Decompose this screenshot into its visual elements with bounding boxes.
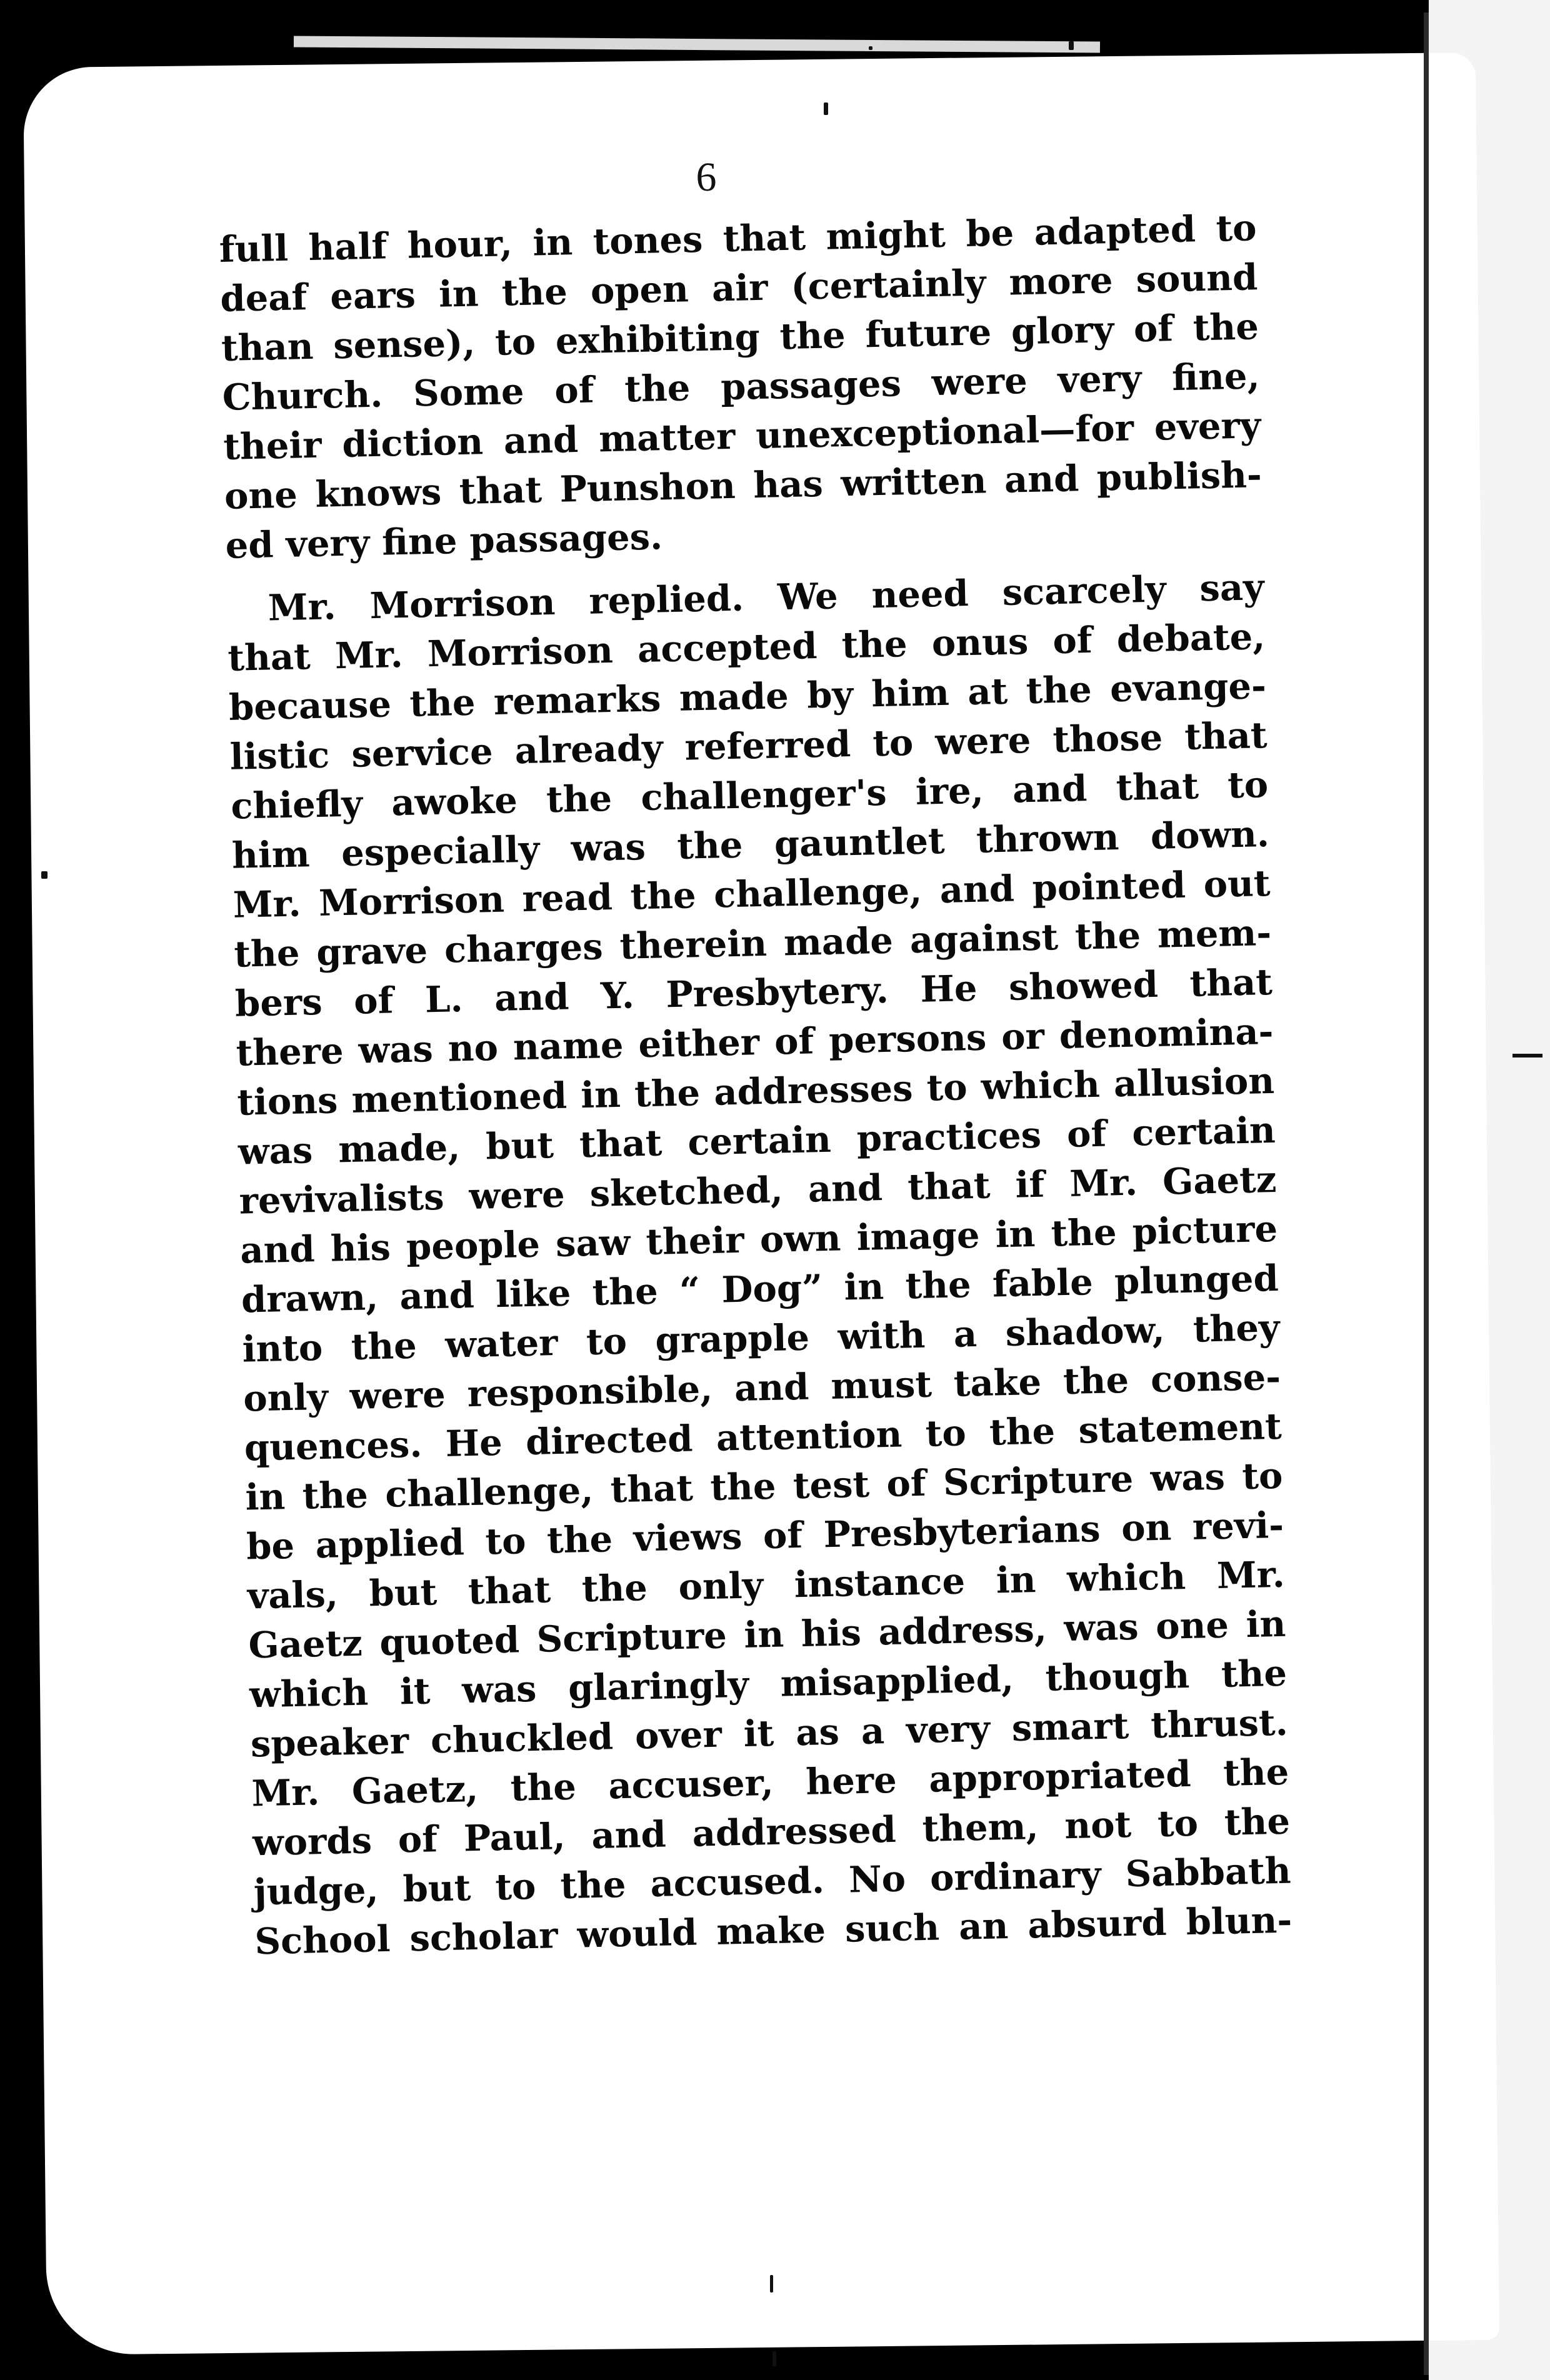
text-line: bers of L. and Y. Presbytery. He showed that — [234, 960, 1273, 1025]
text-line: listic service already referred to were those that — [229, 714, 1268, 778]
text-line: Mr. Morrison replied. We need scarcely say — [268, 566, 1265, 629]
text-line: their diction and matter unexceptional—for every — [222, 404, 1261, 468]
text-line: drawn, and like the “ Dog” in the fable plunged — [241, 1256, 1279, 1321]
text-line: that Mr. Morrison accepted the onus of debate, — [227, 615, 1266, 679]
text-line: which it was glaringly misapplied, though the — [249, 1651, 1288, 1716]
text-line: speaker chuckled over it as a very smart thrust. — [250, 1701, 1289, 1766]
text-line: Gaetz quoted Scripture in his address, was one in — [248, 1602, 1286, 1667]
ink-speck — [772, 2351, 776, 2366]
paragraph-1 — [219, 203, 1263, 571]
text-line: judge, but to the accused. No ordinary Sabbath — [253, 1849, 1292, 1914]
text-line: Church. Some of the passages were very fine, — [222, 354, 1261, 419]
text-line: and his people saw their own image in the picture — [239, 1207, 1278, 1272]
text-line: one knows that Punshon has written and publish- — [224, 453, 1262, 518]
ink-speck — [41, 871, 48, 879]
text-line: full half hour, in tones that might be adapted to — [219, 206, 1258, 271]
text-line: was made, but that certain practices of certain — [238, 1108, 1276, 1173]
margin-mark — [1512, 1054, 1542, 1058]
text-line: be applied to the views of Presbyterians on revi- — [246, 1503, 1284, 1568]
text-line: revivalists were sketched, and that if Mr. Gaetz — [239, 1158, 1278, 1222]
text-line: him especially was the gauntlet thrown down. — [231, 812, 1270, 877]
ink-speck — [869, 46, 872, 50]
text-line: the grave charges therein made against the mem- — [233, 911, 1272, 976]
text-line: into the water to grapple with a shadow, they — [241, 1306, 1281, 1371]
gutter-line — [1424, 12, 1429, 2375]
text-line: Mr. Morrison read the challenge, and pointed out — [232, 862, 1271, 926]
paragraph-2 — [226, 562, 1292, 1966]
text-line: vals, but that the only instance in which Mr. — [247, 1552, 1286, 1618]
text-line: deaf ears in the open air (certainly more sound — [219, 256, 1258, 320]
ink-speck — [824, 102, 828, 115]
text-line: in the challenge, that the test of Scripture was to — [244, 1454, 1283, 1519]
text-line: School scholar would make such an absurd blun- — [254, 1898, 1292, 1963]
paper-top-edge — [294, 36, 1100, 52]
text-line: words of Paul, and addressed them, not to the — [252, 1799, 1291, 1864]
page-number: 6 — [696, 154, 717, 200]
text-line: tions mentioned in the addresses to which allusion — [236, 1059, 1275, 1124]
text-line: because the remarks made by him at the evange- — [228, 664, 1267, 729]
ink-speck — [1069, 41, 1074, 50]
body-text — [219, 203, 1292, 1966]
ink-speck — [770, 2275, 773, 2292]
text-line: there was no name either of persons or denomina- — [236, 1009, 1274, 1074]
text-line: ed very fine passages. — [225, 515, 663, 567]
text-line: than sense), to exhibiting the future glory of the — [221, 305, 1259, 369]
text-line: quences. He directed attention to the statement — [244, 1404, 1282, 1469]
text-line: chiefly awoke the challenger's ire, and that to — [230, 763, 1269, 828]
text-line: only were responsible, and must take the conse- — [242, 1355, 1281, 1420]
text-line: Mr. Gaetz, the accuser, here appropriated the — [251, 1750, 1289, 1815]
